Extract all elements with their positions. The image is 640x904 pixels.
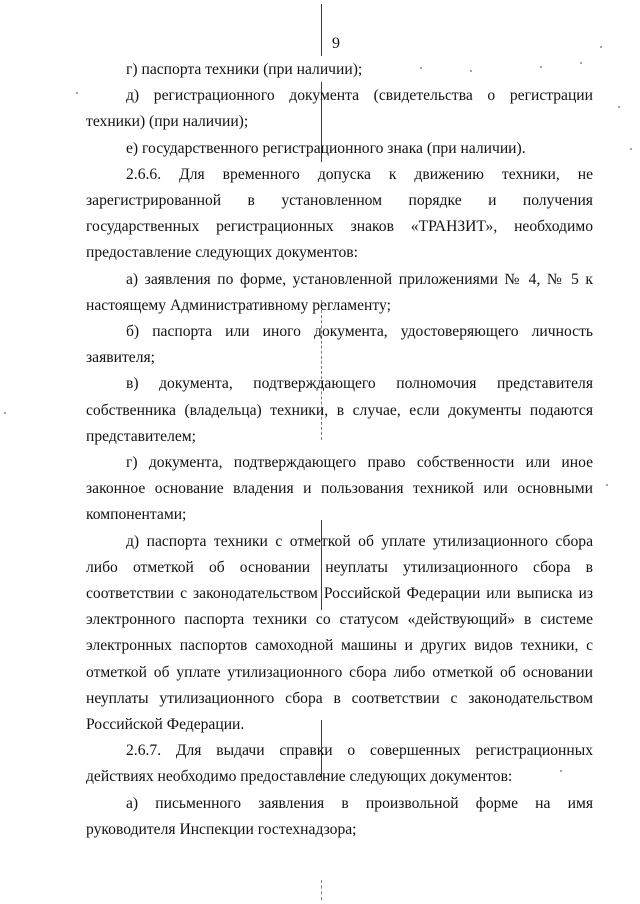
document-body <box>86 57 593 843</box>
scan-speck <box>630 148 632 150</box>
paragraph-section-2-6-6: 2.6.6. Для временного допуска к движению техники, не зарегистрированной в установленном порядке и получения государственных регистрационных знаков «ТРАНЗИТ», необходимо предоставление следующих документов: <box>86 165 593 262</box>
paragraph-identity-document: б) паспорта или иного документа, удостоверяющего личность заявителя; <box>86 323 593 367</box>
scan-speck <box>618 106 620 108</box>
scan-speck <box>4 412 6 414</box>
paragraph-representative-authority: в) документа, подтверждающего полномочия представителя собственника (владельца) техники, в случае, если документы подаются представителем; <box>86 375 593 445</box>
scan-fold-line-end <box>321 880 322 900</box>
scan-speck <box>600 46 602 48</box>
paragraph-registration-sign: е) государственного регистрационного знака (при наличии). <box>126 139 526 157</box>
paragraph-section-2-6-7: 2.6.7. Для выдачи справки о совершенных регистрационных действиях необходимо предоставление следующих документов: <box>86 742 593 786</box>
paragraph-ownership-document: г) документа, подтверждающего право собственности или иное законное основание владения и пользования техникой или основными компонентами; <box>86 454 593 524</box>
scan-speck <box>76 92 78 94</box>
paragraph-registration-document: д) регистрационного документа (свидетельства о регистрации техники) (при наличии); <box>86 87 593 131</box>
paragraph-application-form: а) заявления по форме, установленной приложениями № 4, № 5 к настоящему Административному регламенту; <box>86 270 593 314</box>
paragraph-machine-passport: д) паспорта техники с отметкой об уплате утилизационного сбора либо отметкой об основании неуплаты утилизационного сбора в соответствии с законодательством Российской Федерации или выписка из электронного паспорта техники со статусом «действующий» в системе электронных паспортов самоходной машины и других видов техники, с отметкой об уплате утилизационного сбора либо отметкой об основании неуплаты утилизационного сбора в соответствии с законодательством Российской Федерации. <box>86 532 593 734</box>
page-number: 9 <box>332 35 340 52</box>
paragraph-passport: г) паспорта техники (при наличии); <box>126 61 363 78</box>
paragraph-written-application: а) письменного заявления в произвольной форме на имя руководителя Инспекции гостехнадзора; <box>86 794 593 838</box>
scan-fold-line-top <box>321 4 322 56</box>
scan-speck <box>606 484 608 486</box>
